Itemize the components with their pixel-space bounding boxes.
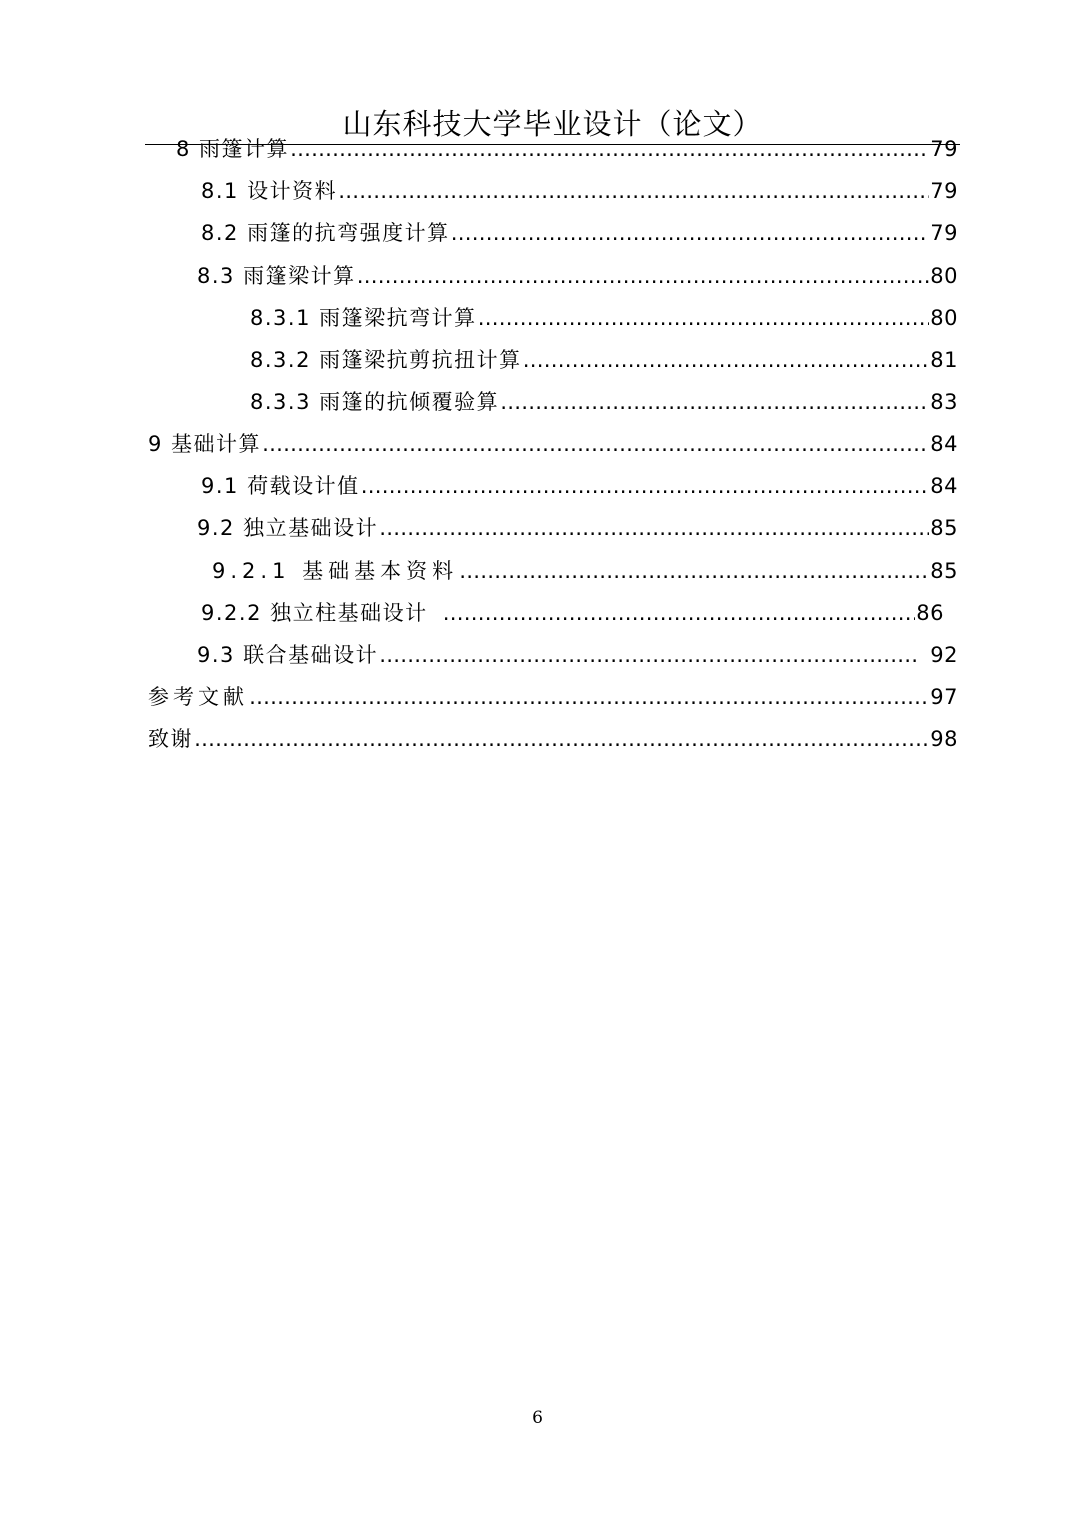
toc-entry-label: 9 基础计算 [148, 432, 262, 456]
toc-entry[interactable] [212, 556, 958, 586]
toc-entry-label: 9.3 联合基础设计 [197, 643, 379, 667]
toc-dot-leader [478, 303, 930, 333]
toc-dot-leader [194, 724, 929, 754]
toc-entry-page: 81 [930, 348, 958, 372]
toc-dot-leader [357, 261, 930, 291]
toc-entry-page: 79 [930, 221, 958, 245]
toc-entry[interactable] [201, 598, 944, 628]
toc-entry[interactable] [176, 134, 958, 164]
toc-dot-leader [262, 429, 929, 459]
toc-entry-label: 9.2.2 独立柱基础设计 [201, 601, 428, 625]
toc-entry[interactable] [148, 682, 958, 712]
toc-entry-page: 98 [930, 727, 958, 751]
toc-entry[interactable] [201, 176, 958, 206]
toc-dot-leader [249, 682, 929, 712]
toc-entry[interactable] [250, 303, 958, 333]
toc-entry-label: 8.3.1 雨篷梁抗弯计算 [250, 306, 477, 330]
toc-entry[interactable] [148, 429, 958, 459]
toc-entry-page: 84 [930, 474, 958, 498]
toc-entry-page: 79 [930, 137, 958, 161]
toc-dot-leader [290, 134, 929, 164]
toc-entry-label: 致谢 [148, 727, 193, 751]
page-number: 6 [532, 1408, 543, 1428]
toc-entry[interactable] [197, 513, 958, 543]
toc-dot-leader [451, 218, 930, 248]
toc-entry-label: 参考文献 [148, 685, 248, 709]
toc-entry-label: 9.2 独立基础设计 [197, 516, 379, 540]
toc-entry-label: 8.1 设计资料 [201, 179, 338, 203]
toc-dot-leader [523, 345, 930, 375]
toc-entry-page: 83 [930, 390, 958, 414]
toc-entry-page: 80 [930, 264, 958, 288]
toc-dot-leader [443, 598, 916, 628]
toc-dot-leader [361, 471, 930, 501]
toc-entry-page: 86 [916, 601, 944, 625]
toc-entry[interactable] [250, 387, 958, 417]
toc-entry-label: 8 雨篷计算 [176, 137, 290, 161]
toc-entry[interactable] [201, 471, 958, 501]
toc-entry[interactable] [197, 640, 958, 670]
toc-entry[interactable] [197, 261, 958, 291]
page-header-title: 山东科技大学毕业设计（论文） [145, 104, 960, 145]
toc-dot-leader [459, 556, 929, 586]
toc-entry[interactable] [250, 345, 958, 375]
toc-entry-label: 8.3.3 雨篷的抗倾覆验算 [250, 390, 500, 414]
toc-dot-leader [338, 176, 929, 206]
toc-dot-leader [500, 387, 929, 417]
toc-entry-page: 80 [930, 306, 958, 330]
toc-entry-label: 9.2.1 基础基本资料 [212, 559, 459, 583]
toc-entry-label: 9.1 荷载设计值 [201, 474, 360, 498]
toc-dot-leader [379, 640, 916, 670]
toc-entry-page: 79 [930, 179, 958, 203]
toc-entry[interactable] [148, 724, 958, 754]
toc-entry-label: 8.3.2 雨篷梁抗剪抗扭计算 [250, 348, 522, 372]
toc-entry-page: 92 [930, 643, 958, 667]
toc-entry-label: 8.3 雨篷梁计算 [197, 264, 356, 288]
toc-dot-leader [379, 513, 929, 543]
toc-entry-label: 8.2 雨篷的抗弯强度计算 [201, 221, 450, 245]
toc-entry-page: 84 [930, 432, 958, 456]
toc-entry-page: 85 [930, 559, 958, 583]
toc-entry[interactable] [201, 218, 958, 248]
toc-entry-page: 97 [930, 685, 958, 709]
toc-entry-page: 85 [930, 516, 958, 540]
